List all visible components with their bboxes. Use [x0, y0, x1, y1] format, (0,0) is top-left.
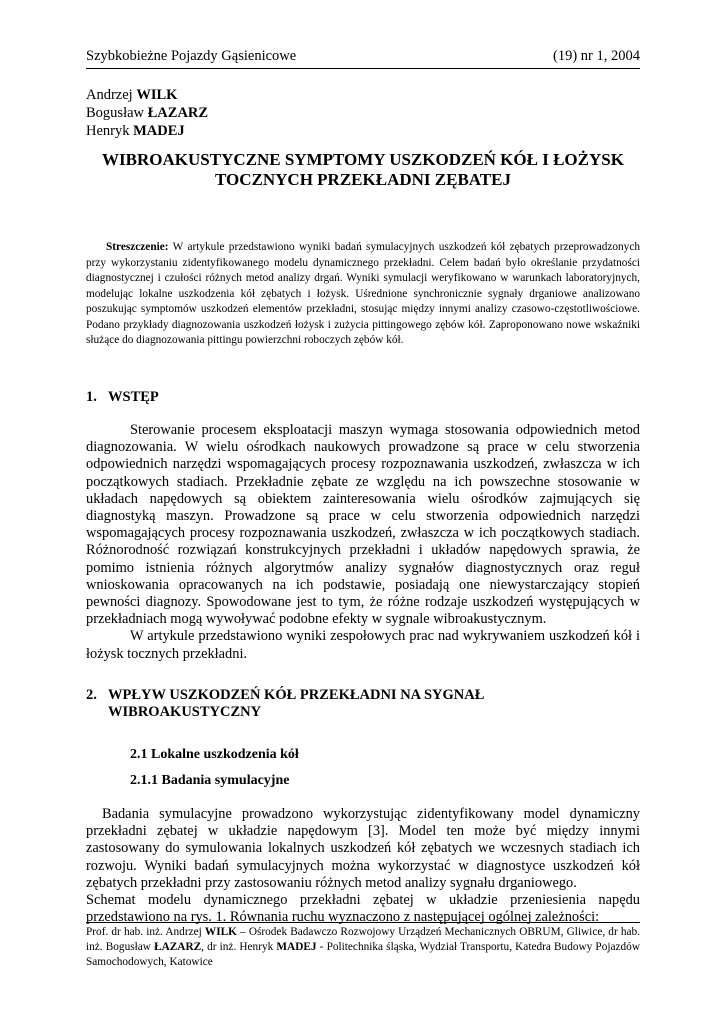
abstract-text: W artykule przedstawiono wyniki badań symulacyjnych uszkodzeń kół zębatych przeprowadzonych przy wykorzystaniu zidentyfikowanego modelu dynamicznego przekładni. Celem badań było określanie przydatności diagnostycznej i czułości różnych metod analizy drgań. Wyniki symulacji weryfikowano w warunkach laboratoryjnych, modelując lokalne uszkodzenia kół zębatych i łożysk. Uśrednione synchronicznie sygnały drganiowe analizowano poszukując symptomów uszkodzeń elementów przekładni, stosując między innymi analizy czasowo-częstotliwościowe. Podano przykłady diagnozowania uszkodzeń łożysk i zużycia pittingowego zębów kół. Zaproponowano nowe wskaźniki służące do diagnozowania pittingu powierzchni roboczych zębów kół.	[86, 241, 640, 346]
section-title: WIBROAKUSTYCZNY	[108, 704, 262, 720]
paragraph: Badania symulacyjne prowadzono wykorzystując zidentyfikowany model dynamiczny przekładni zębatej w układzie napędowym [3]. Model ten może być między innymi zastosowany do symulowania lokalnych uszkodzeń kół zębatych we wczesnych stadiach ich rozwoju. Wyniki badań symulacyjnych można wykorzystać w diagnostyce uszkodzeń kół zębatych przekładni przy zastosowaniu różnych metod analizy sygnału drganiowego.	[86, 806, 640, 891]
journal-name: Szybkobieżne Pojazdy Gąsienicowe	[86, 48, 297, 64]
section-1-body	[86, 422, 640, 663]
section-number: 1.	[86, 389, 97, 405]
footnote-rule	[86, 922, 640, 923]
title-line: WIBROAKUSTYCZNE SYMPTOMY USZKODZEŃ KÓŁ I ŁOŻYSK	[102, 150, 624, 169]
section-heading	[86, 687, 484, 721]
section-title: WSTĘP	[108, 389, 159, 405]
header-rule	[86, 68, 640, 69]
section-heading	[86, 389, 159, 406]
section-title: WPŁYW USZKODZEŃ KÓŁ PRZEKŁADNI NA SYGNAŁ	[108, 687, 485, 703]
author-affiliations-footnote: Prof. dr hab. inż. Andrzej WILK – Ośrodek Badawczo Rozwojowy Urządzeń Mechanicznych OBRUM, Gliwice, dr hab. inż. Bogusław ŁAZARZ, dr inż. Henryk MADEJ - Politechnika śląska, Wydział Transportu, Katedra Budowy Pojazdów Samochodowych, Katowice	[86, 926, 640, 968]
section-2-body	[86, 806, 640, 926]
running-header	[86, 48, 640, 65]
paragraph: W artykule przedstawiono wyniki zespołowych prac nad wykrywaniem uszkodzeń kół i łożysk tocznych przekładni.	[86, 628, 640, 662]
title-line: TOCZNYCH PRZEKŁADNI ZĘBATEJ	[215, 170, 511, 189]
subsection-heading: 2.1 Lokalne uszkodzenia kół	[130, 747, 299, 762]
journal-issue: (19) nr 1, 2004	[553, 48, 640, 64]
author: Henryk MADEJ	[86, 123, 185, 139]
author-list	[86, 86, 208, 140]
paragraph: Sterowanie procesem eksploatacji maszyn wymaga stosowania odpowiednich metod diagnozowania. W wielu ośrodkach naukowych prowadzone są prace w celu stworzenia odpowiednich narzędzi wspomagających procesy rozpoznawania uszkodzeń, zwłaszcza w ich początkowych stadiach. Przekładnie zębate ze względu na ich powszechne stosowanie w układach napędowych są obiektem zainteresowania wielu ośrodków zajmujących się diagnostyką maszyn. Prowadzone są prace w celu stworzenia odpowiednich narzędzi wspomagających procesy rozpoznawania uszkodzeń, zwłaszcza w ich początkowych stadiach. Różnorodność rozwiązań konstrukcyjnych przekładni i układów napędowych sprawia, że pomimo istnienia różnych algorytmów analizy sygnałów diagnostycznych oraz reguł wnioskowania opracowanych na ich podstawie, posiadają one niewystarczający stopień pewności diagnozy. Spowodowane jest to tym, że różne rodzaje uszkodzeń występujących w przekładniach mogą wywoływać podobne efekty w sygnale wibroakustycznym.	[86, 422, 640, 628]
paper-title	[86, 150, 640, 190]
subsection-heading: 2.1.1 Badania symulacyjne	[130, 773, 290, 788]
author: Andrzej WILK	[86, 87, 178, 103]
paragraph: Schemat modelu dynamicznego przekładni zębatej w układzie przeniesienia napędu przedstawiono na rys. 1. Równania ruchu wyznaczono z następującej ogólnej zależności:	[86, 892, 640, 926]
section-number: 2.	[86, 687, 97, 703]
author: Bogusław ŁAZARZ	[86, 105, 209, 121]
abstract-label: Streszczenie:	[106, 241, 169, 253]
abstract	[86, 240, 640, 349]
